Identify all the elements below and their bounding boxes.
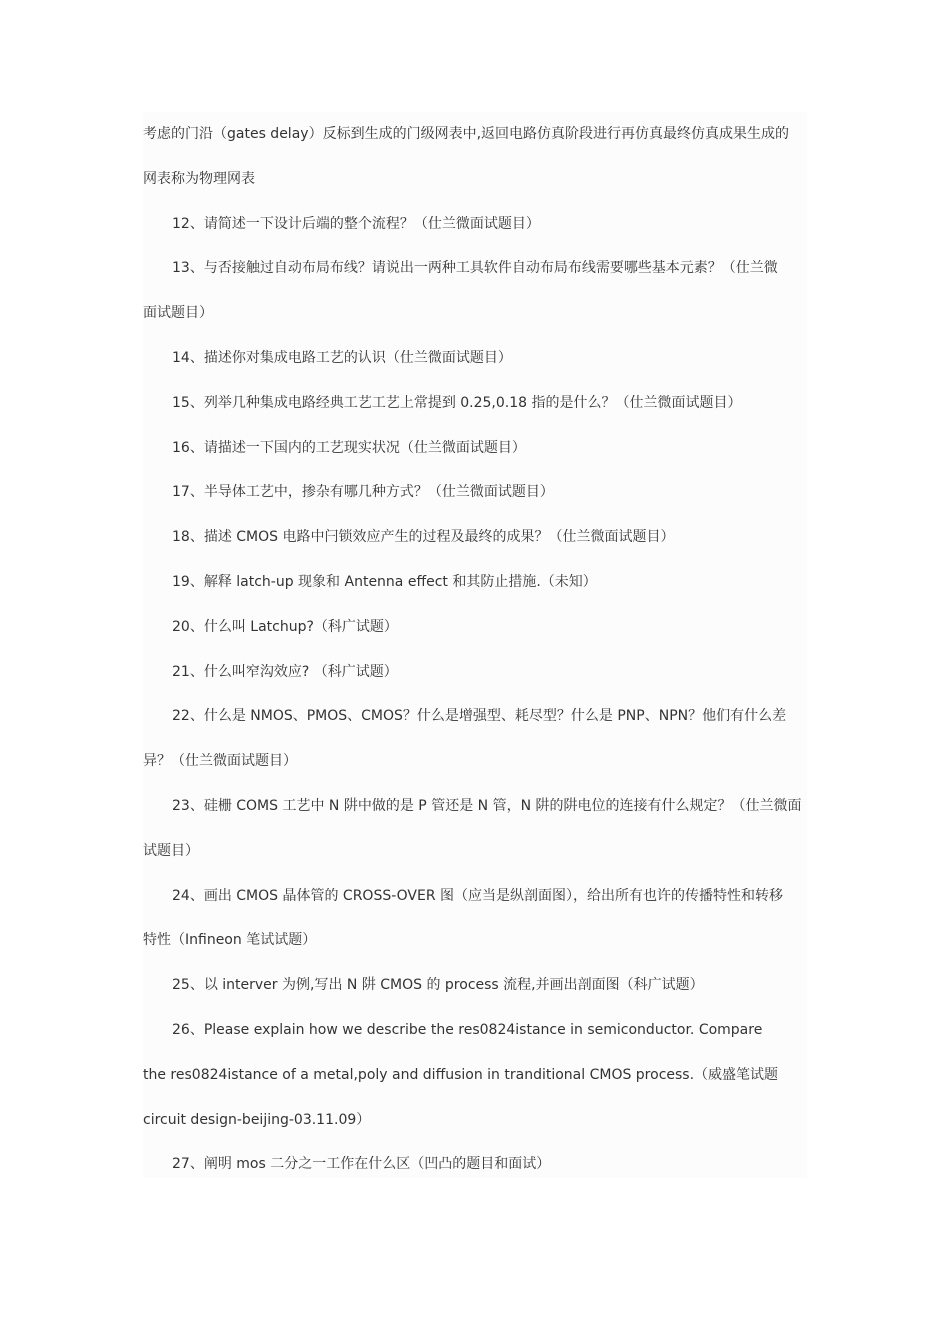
text-line: 12、请简述一下设计后端的整个流程？（仕兰微面试题目）: [172, 215, 540, 232]
text-line: 17、半导体工艺中，掺杂有哪几种方式？（仕兰微面试题目）: [172, 484, 554, 501]
text-line: 16、请描述一下国内的工艺现实状况（仕兰微面试题目）: [172, 439, 526, 456]
text-line: 26、Please explain how we describe the res0824istance in semiconductor. Compare: [172, 1021, 763, 1038]
text-line: 异？（仕兰微面试题目）: [143, 753, 297, 770]
text-line: 特性（Infineon 笔试试题）: [143, 932, 317, 949]
text-line: 19、解释 latch-up 现象和 Antenna effect 和其防止措施.（未知）: [172, 573, 597, 590]
text-line: circuit design-beijing-03.11.09）: [143, 1111, 371, 1128]
text-line: 25、以 interver 为例,写出 N 阱 CMOS 的 process 流程,并画出剖面图（科广试题）: [172, 977, 704, 994]
text-line: 面试题目）: [143, 305, 213, 322]
text-line: 21、什么叫窄沟效应? （科广试题）: [172, 663, 398, 680]
text-line: 18、描述 CMOS 电路中闩锁效应产生的过程及最终的成果？（仕兰微面试题目）: [172, 529, 675, 546]
text-line: 14、描述你对集成电路工艺的认识（仕兰微面试题目）: [172, 349, 512, 366]
text-line: 13、与否接触过自动布局布线？请说出一两种工具软件自动布局布线需要哪些基本元素？（仕兰微: [172, 260, 778, 277]
text-line: 24、画出 CMOS 晶体管的 CROSS-OVER 图（应当是纵剖面图），给出所有也许的传播特性和转移: [172, 887, 784, 904]
text-line: 试题目）: [143, 842, 199, 859]
text-line: 15、列举几种集成电路经典工艺工艺上常提到 0.25,0.18 指的是什么？（仕兰微面试题目）: [172, 394, 742, 411]
text-line: 考虑的门沿（gates delay）反标到生成的门级网表中,返回电路仿真阶段进行再仿真最终仿真成果生成的: [143, 126, 790, 142]
text-line: 27、阐明 mos 二分之一工作在什么区（凹凸的题目和面试）: [172, 1156, 551, 1173]
text-line: 22、什么是 NMOS、PMOS、CMOS？什么是增强型、耗尽型？什么是 PNP、NPN？他们有什么差: [172, 708, 787, 725]
text-line: the res0824istance of a metal,poly and diffusion in tranditional CMOS process.（威盛笔试题: [143, 1066, 779, 1083]
text-line: 网表称为物理网表: [143, 170, 255, 187]
text-line: 23、硅栅 COMS 工艺中 N 阱中做的是 P 管还是 N 管，N 阱的阱电位的连接有什么规定？（仕兰微面: [172, 797, 802, 814]
text-line: 20、什么叫 Latchup?（科广试题）: [172, 618, 398, 635]
document-body: [143, 112, 807, 1178]
